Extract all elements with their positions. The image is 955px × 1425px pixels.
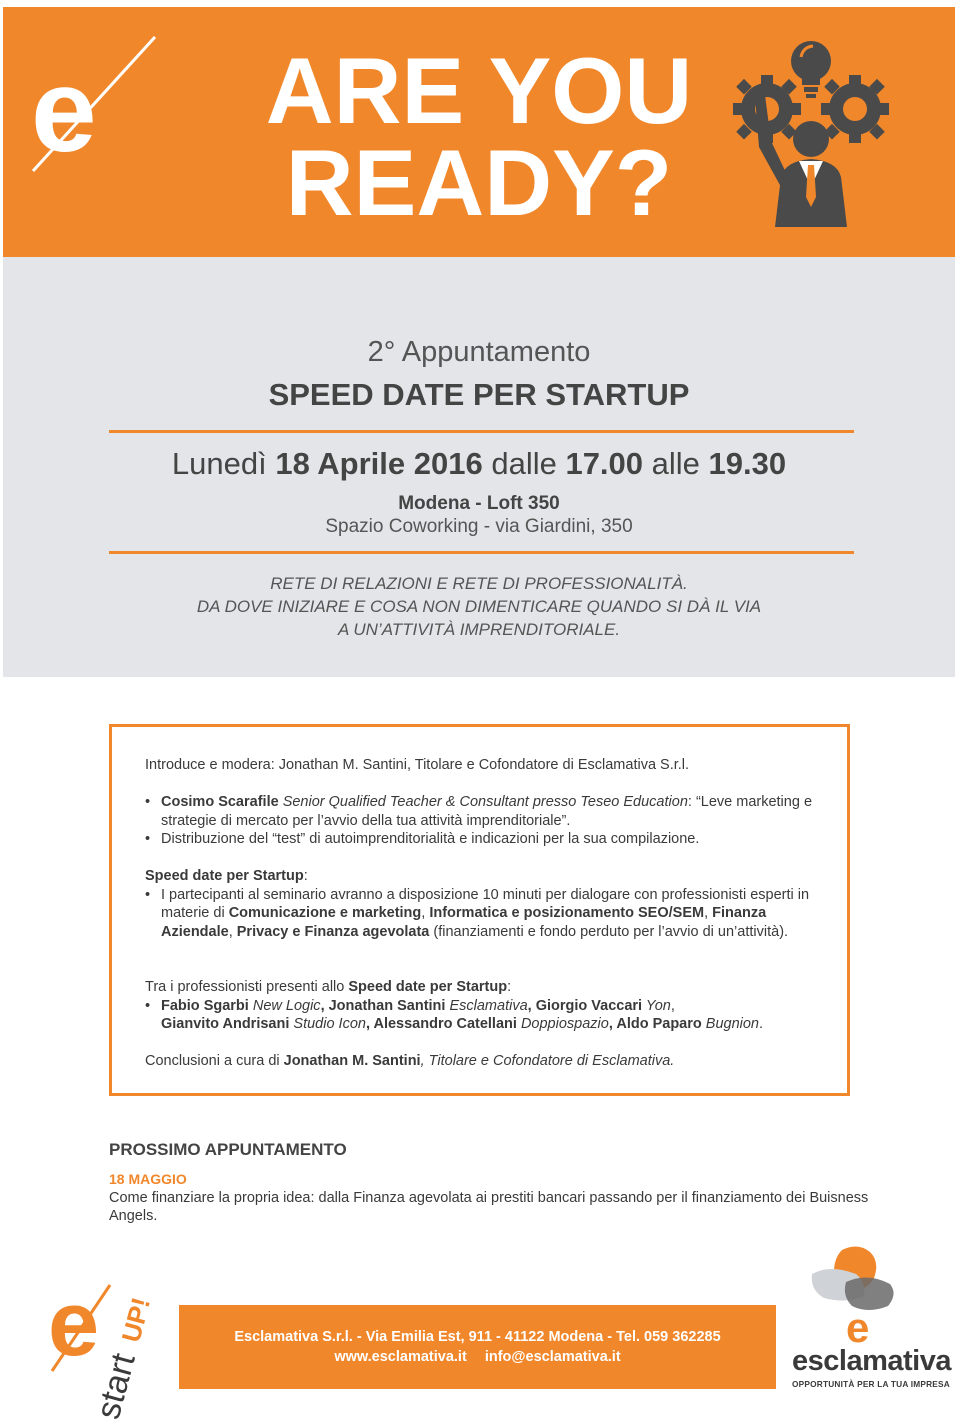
company-name: New Logic: [248, 997, 321, 1014]
gear-icon: [821, 75, 889, 143]
professional-name: Gianvito Andrisani: [161, 1016, 290, 1032]
logo-letter: e: [48, 1275, 100, 1375]
next-appointment-text: Come finanziare la propria idea: dalla Finanza agevolata ai prestiti bancari passando per il finanziamento dei Buisness Angels.: [109, 1190, 869, 1224]
list-item-text: Distribuzione del “test” di autoimprenditorialità e indicazioni per la sua compilazione.: [161, 831, 700, 847]
topic: Privacy e Finanza agevolata: [236, 923, 430, 940]
professional-name: , Jonathan Santini: [320, 997, 446, 1014]
company-name: Yon: [642, 997, 671, 1014]
professional-name: , Alessandro Catellani: [365, 1016, 517, 1032]
professionals-section: [145, 978, 835, 1034]
section-heading: [145, 867, 835, 886]
slogan-line: A UN’ATTIVITÀ IMPRENDITORIALE.: [337, 620, 621, 639]
list-item: [145, 793, 835, 830]
conclusions: [145, 1052, 835, 1071]
next-appointment-heading: PROSSIMO APPUNTAMENTO: [109, 1140, 347, 1159]
contact-line: [179, 1349, 776, 1365]
appointment-number: 2° Appuntamento: [367, 336, 591, 368]
date-alle: alle: [643, 446, 709, 481]
company-name: Doppiospazio: [516, 1016, 609, 1032]
list-item: [145, 830, 835, 849]
date-prefix: Lunedì: [171, 446, 276, 481]
speed-date-section: [145, 867, 835, 941]
slogan-line: DA DOVE INIZIARE E COSA NON DIMENTICARE QUANDO SI DÀ IL VIA: [196, 597, 762, 616]
event-date: 18 Aprile 2016: [275, 446, 483, 481]
divider: [109, 430, 854, 433]
brand-letter: e: [846, 1304, 870, 1348]
text: Conclusioni a cura di: [145, 1053, 284, 1069]
businessman-gears-lightbulb-icon: [725, 37, 895, 227]
company-name: Bugnion: [701, 1016, 759, 1032]
headline-line-1: ARE YOU: [265, 38, 693, 143]
slogan-line: RETE DI RELAZIONI E RETE DI PROFESSIONALITÀ.: [270, 574, 688, 593]
topic: Informatica e posizionamento SEO/SEM: [429, 905, 705, 921]
section-heading-text: Speed date per Startup: [145, 868, 304, 884]
event-address: Spazio Coworking - via Giardini, 350: [325, 516, 633, 537]
topic: Comunicazione e marketing: [228, 905, 422, 921]
startup-logo-icon: [48, 1275, 178, 1425]
divider: [109, 551, 854, 554]
time-start: 17.00: [565, 446, 644, 481]
topic: Finanza Aziendale: [161, 905, 767, 940]
brand-tagline: OPPORTUNITÀ PER LA TUA IMPRESA: [792, 1379, 950, 1389]
professional-name: , Aldo Paparo: [608, 1016, 702, 1032]
sep: ,: [228, 923, 237, 940]
colon: :: [303, 868, 308, 884]
lightbulb-icon: [791, 41, 831, 98]
talk-title: : “Leve marketing e strategie di mercato per l’avvio della tua attività imprenditoriale”.: [161, 794, 813, 829]
logo-start: start: [89, 1349, 143, 1424]
text: Tra i professionisti presenti allo: [145, 979, 349, 995]
sep: ,: [704, 905, 713, 921]
logo-up: UP!: [115, 1294, 157, 1346]
professional-name: , Giorgio Vaccari: [527, 997, 643, 1014]
footer-contact-bar: [179, 1305, 776, 1389]
text-italic: , Titolare e Cofondatore di Esclamativa.: [420, 1053, 675, 1069]
brand-name: esclamativa: [792, 1345, 951, 1377]
sep: .: [759, 1016, 764, 1032]
email-link[interactable]: info@esclamativa.it: [484, 1349, 621, 1365]
header-banner: [3, 7, 955, 257]
event-slogan: [3, 572, 955, 641]
headline-line-2: READY?: [285, 130, 673, 235]
program-intro: Introduce e modera: Jonathan M. Santini, Titolare e Cofondatore di Esclamativa S.r.l.: [145, 757, 690, 773]
event-location: Modena - Loft 350: [398, 493, 560, 514]
company-name: Studio Icon: [289, 1016, 366, 1032]
list-item: [145, 886, 835, 942]
sep: ,: [421, 905, 430, 921]
next-appointment-date: 18 MAGGIO: [109, 1171, 187, 1187]
text: I partecipanti al seminario avranno a disposizione 10 minuti per dialogare con professionisti esperti in materie di: [161, 886, 810, 921]
section-heading: [145, 978, 835, 997]
speaker-name: Cosimo Scarafile: [161, 794, 279, 810]
professional-name: Fabio Sgarbi: [161, 997, 249, 1014]
time-end: 19.30: [708, 446, 787, 481]
speaker-role: Senior Qualified Teacher & Consultant presso Teseo Education: [278, 794, 688, 810]
esclamativa-brand-icon: [806, 1244, 916, 1348]
date-dalle: dalle: [482, 446, 566, 481]
company-name: Esclamativa: [445, 997, 528, 1014]
website-link[interactable]: www.esclamativa.it: [334, 1349, 467, 1365]
sep: ,: [670, 997, 675, 1014]
text-bold: Jonathan M. Santini: [283, 1053, 421, 1069]
event-title: SPEED DATE PER STARTUP: [268, 377, 690, 412]
list-item: [145, 997, 835, 1034]
text-bold: Speed date per Startup: [348, 979, 508, 995]
event-date-time: [3, 446, 955, 482]
program-speakers-list: [145, 793, 835, 849]
text: (finanziamenti e fondo perduto per l’avvio di un’attività).: [429, 923, 789, 940]
logo-letter: e: [31, 45, 97, 177]
colon: :: [507, 979, 512, 995]
company-address: Esclamativa S.r.l. - Via Emilia Est, 911 - 41122 Modena - Tel. 059 362285: [234, 1329, 721, 1345]
